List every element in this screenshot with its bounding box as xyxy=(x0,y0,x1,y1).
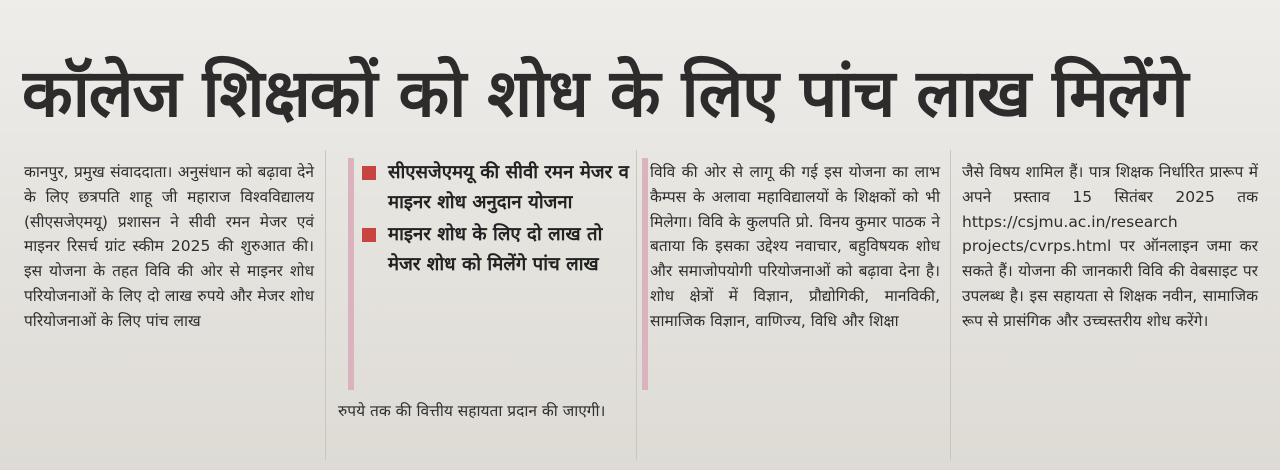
article-column-1 xyxy=(24,160,314,334)
highlight-item xyxy=(362,220,634,280)
column-divider xyxy=(950,150,951,460)
column-3-text: विवि की ओर से लागू की गई इस योजना का लाभ कैम्पस के अलावा महाविद्यालयों के शिक्षकों को भी मिलेगा। विवि के कुलपति प्रो. विनय कुमार पाठक ने बताया कि इसका उद्देश्य नवाचार, बहुविषयक शोध और समाजोपयोगी परियोजनाओं को बढ़ावा देना है। शोध क्षेत्रों में विज्ञान, प्रौद्योगिकी, मानविकी, सामाजिक विज्ञान, वाणिज्य, विधि और शिक्षा xyxy=(650,163,940,330)
column-4-text: जैसे विषय शामिल हैं। पात्र शिक्षक निर्धारित प्रारूप में अपने प्रस्ताव 15 सितंबर 2025 तक https://csjmu.ac.in/research projects/cvrps.html पर ऑनलाइन जमा कर सकते हैं। योजना की जानकारी विवि की वेबसाइट पर उपलब्ध है। इस सहायता से शिक्षक नवीन, सामाजिक रूप से प्रासंगिक और उच्चस्तरीय शोध करेंगे। xyxy=(962,163,1258,330)
highlight-text: सीएसजेएमयू की सीवी रमन मेजर व माइनर शोध अनुदान योजना xyxy=(388,162,629,213)
red-square-bullet-icon xyxy=(362,228,376,242)
article-headline: कॉलेज शिक्षकों को शोध के लिए पांच लाख मिलेंगे xyxy=(22,55,1188,132)
column-2-text: रुपये तक की वित्तीय सहायता प्रदान की जाएगी। xyxy=(338,402,606,420)
column-1-text: कानपुर, प्रमुख संवाददाता। अनुसंधान को बढ़ावा देने के लिए छत्रपति शाहू जी महाराज विश्वविद्यालय (सीएसजेएमयू) प्रशासन ने सीवी रमन मेजर एवं माइनर रिसर्च ग्रांट स्कीम 2025 की शुरुआत की। इस योजना के तहत विवि की ओर से माइनर शोध परियोजनाओं के लिए दो लाख रुपये और मेजर शोध परियोजनाओं के लिए पांच लाख xyxy=(24,163,314,330)
article-column-3 xyxy=(650,160,940,334)
red-square-bullet-icon xyxy=(362,166,376,180)
article-column-4 xyxy=(962,160,1258,334)
article-column-2 xyxy=(338,398,626,424)
faded-previous-headline xyxy=(0,0,380,40)
highlights-box xyxy=(348,158,648,390)
highlight-text: माइनर शोध के लिए दो लाख तो मेजर शोध को मिलेंगे पांच लाख xyxy=(388,224,603,275)
column-divider xyxy=(325,150,326,460)
highlight-item xyxy=(362,158,634,218)
